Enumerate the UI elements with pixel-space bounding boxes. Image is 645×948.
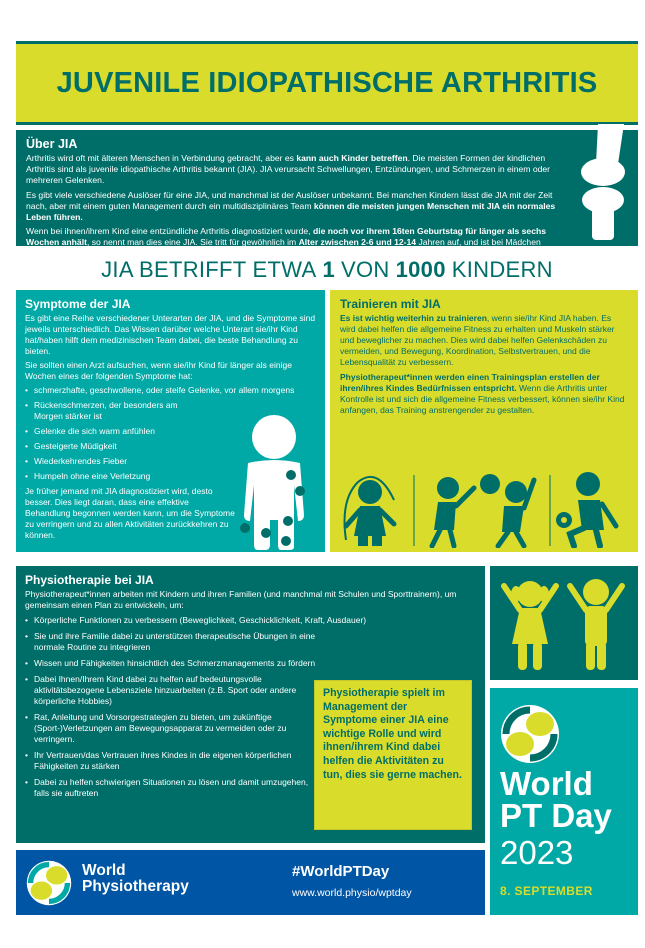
training-section	[330, 290, 638, 552]
page-title: JUVENILE IDIOPATHISCHE ARTHRITIS	[56, 66, 598, 99]
list-item: • Rat, Anleitung und Vorsorgestrategien zu bieten, um zukünftige (Sport-)Verletzungen am Bewegungsapparat zu vermeiden oder zu verringern.	[25, 712, 319, 745]
list-item: • schmerzhafte, geschwollene, oder steife Gelenke, vor allem morgens	[25, 385, 314, 396]
list-item: • Dabei Ihnen/Ihrem Kind dabei zu helfen auf bedeutungsvolle aktivitätsbezogene Lebensziele hinzuarbeiten (z.B. Sport oder andere körperliche Hobbies)	[25, 674, 319, 707]
symptoms-heading: Symptome der JIA	[25, 297, 131, 311]
physiotherapy-callout: Physiotherapie spielt im Management der Symptome einer JIA eine wichtige Rolle und wird ihnen/ihrem Kind dabei helfen die Aktivitäten zu tun, dies sie gerne machen.	[314, 680, 472, 830]
symptoms-paragraph-3: Je früher jemand mit JIA diagnostiziert wird, desto besser. Dies liegt daran, dass eine effektive Behandlung begonnen werden kann, um die Symptome zu verringern und zu allen Aktivitäten zurückkehren zu können.	[25, 486, 235, 540]
about-paragraph-1: Arthritis wird oft mit älteren Menschen in Verbindung gebracht, aber es kann auch Kinder betreffen. Die meisten Formen der kindlichen Arthritis sind als juvenile idiopathische Arthritis bekannt (JIA). JIA verursacht Schwellungen, Entzündungen, und Schmerzen in einem oder mehreren Gelenken.	[26, 153, 551, 186]
symptoms-paragraph-1: Es gibt eine Reihe verschiedener Unterarten der JIA, und die Symptome sind jeweils unterschiedlich. Das Wissen darüber welche Unterart sie/ihr Kind hat/haben hilft dem medizinischen Team dabei, die beste Behandlung zu bieten.	[25, 313, 316, 356]
symptoms-section	[16, 290, 325, 552]
pt-day-date: 8. SEPTEMBER	[500, 884, 593, 898]
title-banner	[16, 41, 638, 125]
prevalence-headline: JIA BETRIFFT ETWA 1 VON 1000 KINDERN	[101, 257, 553, 282]
list-item: • Gelenke die sich warm anfühlen	[25, 426, 269, 437]
hashtag: #WorldPTDay	[292, 863, 390, 880]
about-paragraph-3: Wenn bei ihnen/ihrem Kind eine entzündliche Arthritis diagnostiziert wurde, die noch vor ihrem 16ten Geburtstag für länger als sechs Wochen anhält, so nennt man dies eine JIA. Sie tritt für gewöhnlich im Alter zwischen 2-6 und 12-14 Jahren auf, und ist bei Mädchen etwas häufiger.	[26, 226, 547, 259]
training-heading: Trainieren mit JIA	[340, 297, 441, 311]
exercise-icons	[338, 470, 630, 548]
ball-play-icon	[432, 474, 534, 546]
list-item: • Humpeln ohne eine Verletzung	[25, 471, 269, 482]
knee-joint-icon	[578, 124, 634, 242]
world-physiotherapy-logo-icon	[26, 860, 72, 906]
brand-name: World Physiotherapy	[82, 862, 189, 895]
list-item: • Wissen und Fähigkeiten hinsichtlich des Schmerzmanagements zu fördern	[25, 658, 319, 669]
list-item: • Gesteigerte Müdigkeit	[25, 441, 269, 452]
symptoms-paragraph-2: Sie sollten einen Arzt aufsuchen, wenn sie/ihr Kind für länger als einige Wochen eines der folgenden Symptome hat:	[25, 360, 292, 381]
world-pt-day-badge	[490, 688, 638, 915]
jump-rope-icon	[345, 477, 395, 546]
list-item: • Rückenschmerzen, der besonders am Morgen stärker ist	[25, 400, 204, 422]
world-physiotherapy-logo-icon	[500, 704, 560, 764]
list-item: • Sie und ihre Familie dabei zu unterstützen therapeutische Übungen in eine normale Routine zu integrieren	[25, 631, 319, 653]
child-joints-icon	[234, 415, 310, 550]
about-section	[16, 130, 638, 259]
list-item: • Wiederkehrendes Fieber	[25, 456, 269, 467]
list-item: • Dabei zu helfen schwierigen Situationen zu lösen und damit umzugehen, falls sie auftreten	[25, 777, 319, 799]
physiotherapy-intro: Physiotherapeut*innen arbeiten mit Kindern und ihren Familien (und manchmal mit Schulen und Sporttrainern), um gemeinsam einen Plan zu entwickeln, um:	[25, 589, 457, 610]
website-link[interactable]: www.world.physio/wptday	[292, 887, 412, 899]
training-paragraph-1: Es ist wichtig weiterhin zu trainieren, wenn sie/ihr Kind JIA haben. Es wird dabei helfen die allgemeine Fitness zu erhalten und Muskeln stärker und beweglicher zu machen. Dies wird dabei helfen Gelenkschäden zu vermeiden, und Bewegung, Koordination, Selbstvertrauen, und die Lebensqualität zu verbessern.	[340, 313, 615, 367]
pt-day-title: World PT Day	[500, 765, 612, 834]
training-paragraph-2: Physiotherapeut*innen werden einen Trainingsplan erstellen der ihren/ihres Kindes Bedürfnissen entspricht. Wenn die Arthritis unter Kontrolle ist und sich die allgemeine Fitness verbessert, können sie/ihr Kind anfangen, das Training anstrengender zu gestalten.	[340, 372, 625, 415]
happy-children-icon	[490, 566, 638, 680]
physiotherapy-heading: Physiotherapie bei JIA	[25, 573, 154, 587]
soccer-kick-icon	[556, 472, 616, 546]
list-item: • Körperliche Funktionen zu verbessern (Beweglichkeit, Geschicklichkeit, Kraft, Ausdauer)	[25, 615, 474, 626]
about-paragraph-2: Es gibt viele verschiedene Auslöser für eine JIA, und manchmal ist der Auslöser unbekannt. Bei manchen Kindern lässt die JIA mit der Zeit nach, aber mit einem guten Management durch ein multidisziplinäres Team können die meisten jungen Menschen mit JIA ein normales Leben führen.	[26, 189, 556, 223]
footer-bar	[16, 850, 485, 915]
about-heading: Über JIA	[26, 137, 78, 151]
pt-day-year: 2023	[500, 834, 574, 871]
list-item: • Ihr Vertrauen/das Vertrauen ihres Kindes in die eigenen körperlichen Fähigkeiten zu stärken	[25, 750, 319, 772]
